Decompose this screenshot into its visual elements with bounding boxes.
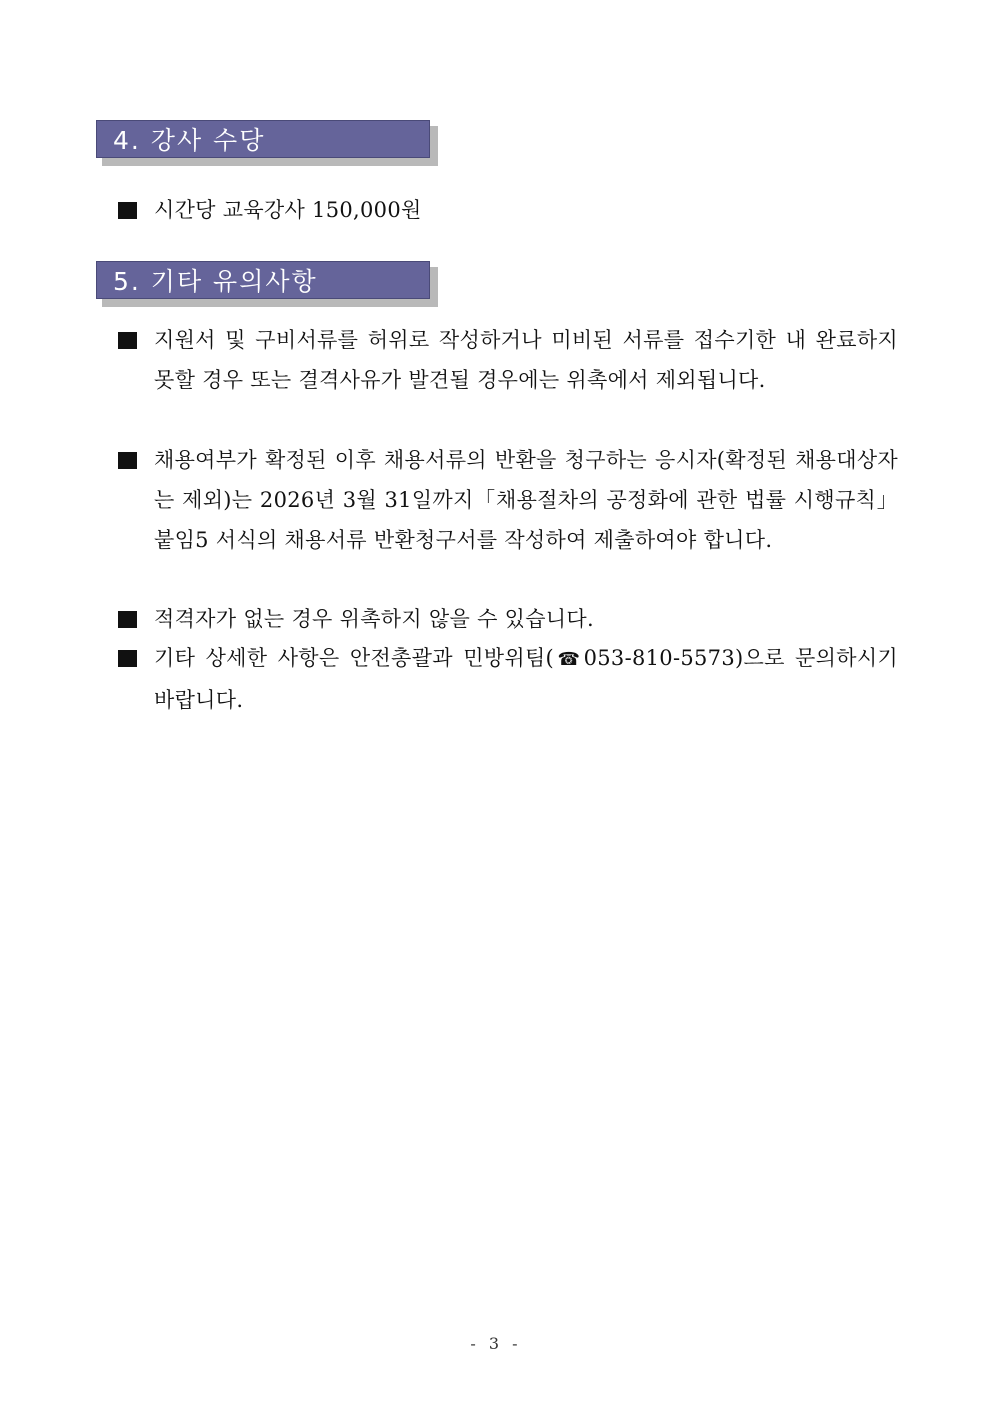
- square-bullet-icon: [118, 611, 137, 628]
- section-5-header: [96, 261, 432, 301]
- square-bullet-icon: [118, 452, 137, 469]
- list-item: [118, 599, 898, 639]
- square-bullet-icon: [118, 650, 137, 667]
- header-bar: [96, 120, 430, 158]
- list-item: [118, 190, 898, 230]
- contact-text-after: )으로 문의하시기 바랍니다.: [154, 646, 898, 712]
- item-text: 채용여부가 확정된 이후 채용서류의 반환을 청구하는 응시자(확정된 채용대상자는 제외)는 2026년 3월 31일까지「채용절차의 공정화에 관한 법률 시행규칙」붙임5 서식의 채용서류 반환청구서를 작성하여 제출하여야 합니다.: [154, 448, 898, 552]
- contact-text: [154, 638, 898, 720]
- contact-text-before: 기타 상세한 사항은 안전총괄과 민방위팀(: [154, 646, 555, 670]
- list-item: [118, 440, 898, 560]
- section-4-title: 4. 강사 수당: [113, 126, 266, 155]
- page-number: - 3 -: [470, 1334, 522, 1353]
- contact-list-item: [118, 638, 898, 720]
- square-bullet-icon: [118, 202, 137, 219]
- item-text: 시간당 교육강사 150,000원: [154, 198, 422, 222]
- list-item: [118, 320, 898, 400]
- item-text: 적격자가 없는 경우 위촉하지 않을 수 있습니다.: [154, 607, 594, 631]
- square-bullet-icon: [118, 332, 137, 349]
- section-4-header: [96, 120, 432, 160]
- phone-icon: ☎: [554, 649, 584, 670]
- section-5-title: 5. 기타 유의사항: [113, 267, 318, 296]
- header-bar: [96, 261, 430, 299]
- item-text: 지원서 및 구비서류를 허위로 작성하거나 미비된 서류를 접수기한 내 완료하지 못할 경우 또는 결격사유가 발견될 경우에는 위촉에서 제외됩니다.: [154, 328, 898, 392]
- phone-number: 053-810-5573: [583, 646, 735, 670]
